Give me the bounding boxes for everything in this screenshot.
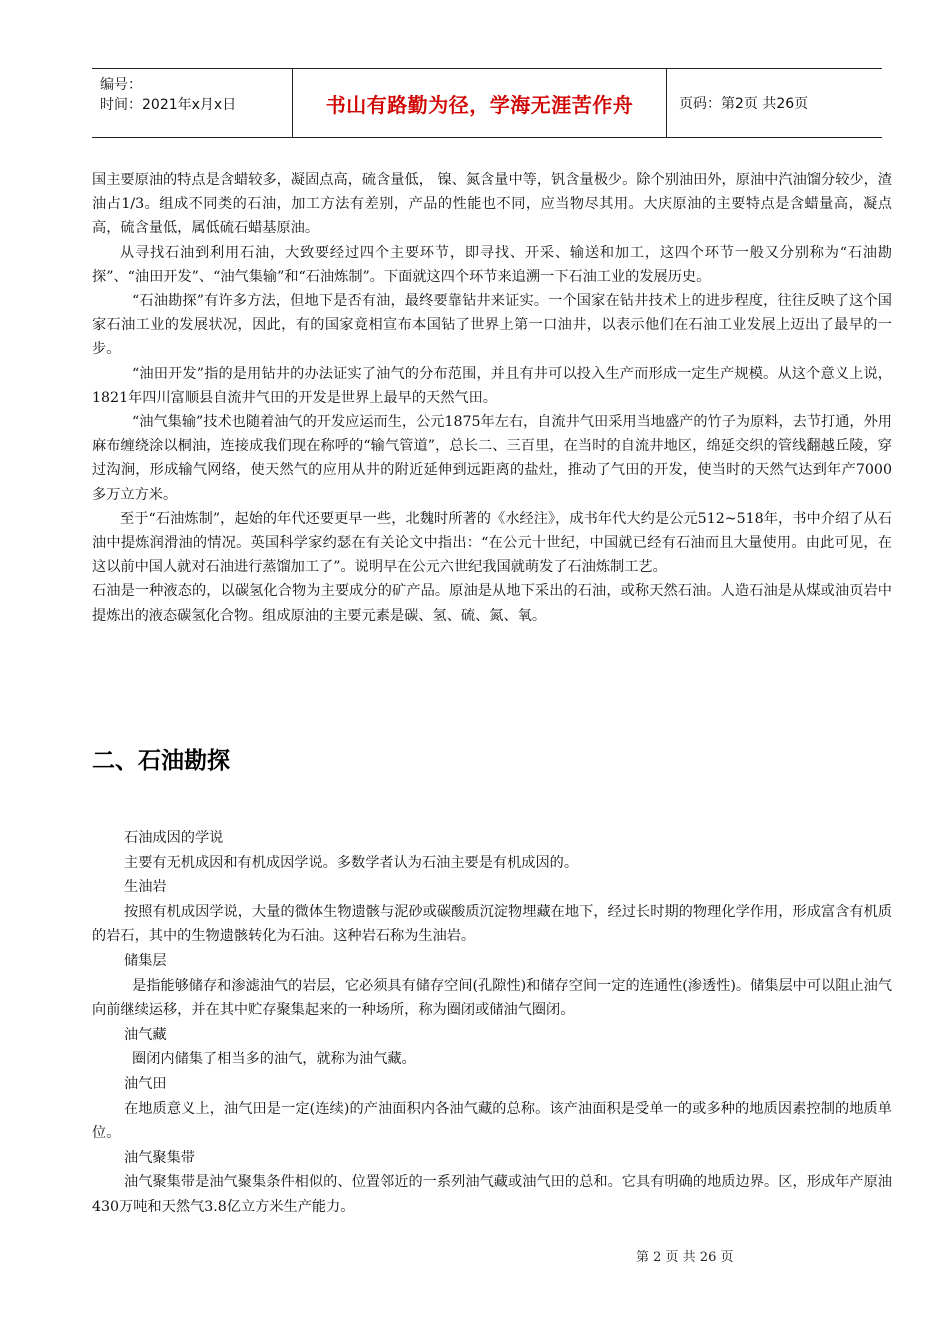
paragraph: “油气集输”技术也随着油气的开发应运而生，公元1875年左右，自流井气田采用当地盛产的竹子为原料，去节打通，外用麻布缠绕涂以桐油，连接成我们现在称呼的“输气管道”，总长二、三百里，在当时的自流井地区，绵延交织的管线翻越丘陵，穿过沟涧，形成输气网络，使天然气的应用从井的附近延伸到远距离的盐灶，推动了气田的开发，使当时的天然气达到年产7000多万立方米。 (92, 414, 892, 503)
document-number-label: 编号： (100, 77, 142, 93)
term-title: 油气田 (124, 1075, 167, 1092)
header-motto: 书山有路勤为径，学海无涯苦作舟 (293, 69, 667, 137)
term-description: 是指能够储存和渗滤油气的岩层，它必须具有储存空间(孔隙性)和储存空间一定的连通性(渗透性)。储集层中可以阻止油气向前继续运移，并在其中贮存聚集起来的一种场所，称为圈闭或储油气圈闭。 (92, 977, 892, 1019)
header-page-number: 页码：第2页 共26页 (679, 96, 809, 112)
page-footer: 第 2 页 共 26 页 (636, 1250, 734, 1265)
section-heading: 二、石油勘探 (92, 748, 230, 774)
paragraph: 国主要原油的特点是含蜡较多，凝固点高，硫含量低， 镍、氮含量中等，钒含量极少。除个别油田外，原油中汽油馏分较少，渣油占1/3。组成不同类的石油，加工方法有差别，产品的性能也不同，应当物尽其用。大庆原油的主要特点是含蜡量高，凝点高，硫含量低，属低硫石蜡基原油。 (92, 172, 892, 237)
body-text (92, 168, 892, 628)
term-title: 生油岩 (124, 879, 167, 896)
term-description: 圈闭内储集了相当多的油气，就称为油气藏。 (132, 1051, 416, 1068)
paragraph: 石油是一种液态的，以碳氢化合物为主要成分的矿产品。原油是从地下采出的石油，或称天然石油。人造石油是从煤或油页岩中提炼出的液态碳氢化合物。组成原油的主要元素是碳、氢、硫、氮、氧。 (92, 583, 892, 624)
paragraph: “油田开发”指的是用钻井的办法证实了油气的分布范围，并且有井可以投入生产而形成一定生产规模。从这个意义上说，1821年四川富顺县自流井气田的开发是世界上最早的天然气田。 (92, 365, 892, 406)
term-description: 油气聚集带是油气聚集条件相似的、位置邻近的一系列油气藏或油气田的总和。它具有明确的地质边界。区，形成年产原油430万吨和天然气3.8亿立方米生产能力。 (92, 1174, 892, 1215)
header-meta-cell (92, 69, 293, 137)
term-description: 主要有无机成因和有机成因学说。多数学者认为石油主要是有机成因的。 (124, 854, 579, 871)
section-body (92, 826, 892, 1220)
term-title: 储集层 (124, 952, 167, 969)
page-header (92, 68, 882, 138)
term-title: 石油成因的学说 (124, 830, 224, 846)
document-time-label: 时间：2021年x月x日 (100, 97, 237, 113)
term-title: 油气藏 (124, 1026, 167, 1043)
paragraph: “石油勘探”有许多方法，但地下是否有油，最终要靠钻井来证实。一个国家在钻井技术上的进步程度，往往反映了这个国家石油工业的发展状况，因此，有的国家竟相宣布本国钻了世界上第一口油井，以表示他们在石油工业发展上迈出了最早的一步。 (92, 293, 892, 358)
paragraph: 从寻找石油到利用石油，大致要经过四个主要环节，即寻找、开采、输送和加工，这四个环节一般又分别称为“石油勘探”、“油田开发”、“油气集输”和“石油炼制”。下面就这四个环节来追溯一下石油工业的发展历史。 (92, 244, 892, 285)
term-description: 在地质意义上，油气田是一定(连续)的产油面积内各油气藏的总称。该产油面积是受单一的或多种的地质因素控制的地质单位。 (92, 1100, 892, 1142)
term-description: 按照有机成因学说，大量的微体生物遗骸与泥砂或碳酸质沉淀物埋藏在地下，经过长时期的物理化学作用，形成富含有机质的岩石，其中的生物遗骸转化为石油。这种岩石称为生油岩。 (92, 903, 892, 945)
paragraph: 至于“石油炼制”，起始的年代还要更早一些，北魏时所著的《水经注》，成书年代大约是公元512~518年，书中介绍了从石油中提炼润滑油的情况。英国科学家约瑟在有关论文中指出：“在公元十世纪，中国就已经有石油而且大量使用。由此可见，在这以前中国人就对石油进行蒸馏加工了”。说明早在公元六世纪我国就萌发了石油炼制工艺。 (92, 510, 892, 576)
term-title: 油气聚集带 (124, 1149, 195, 1166)
